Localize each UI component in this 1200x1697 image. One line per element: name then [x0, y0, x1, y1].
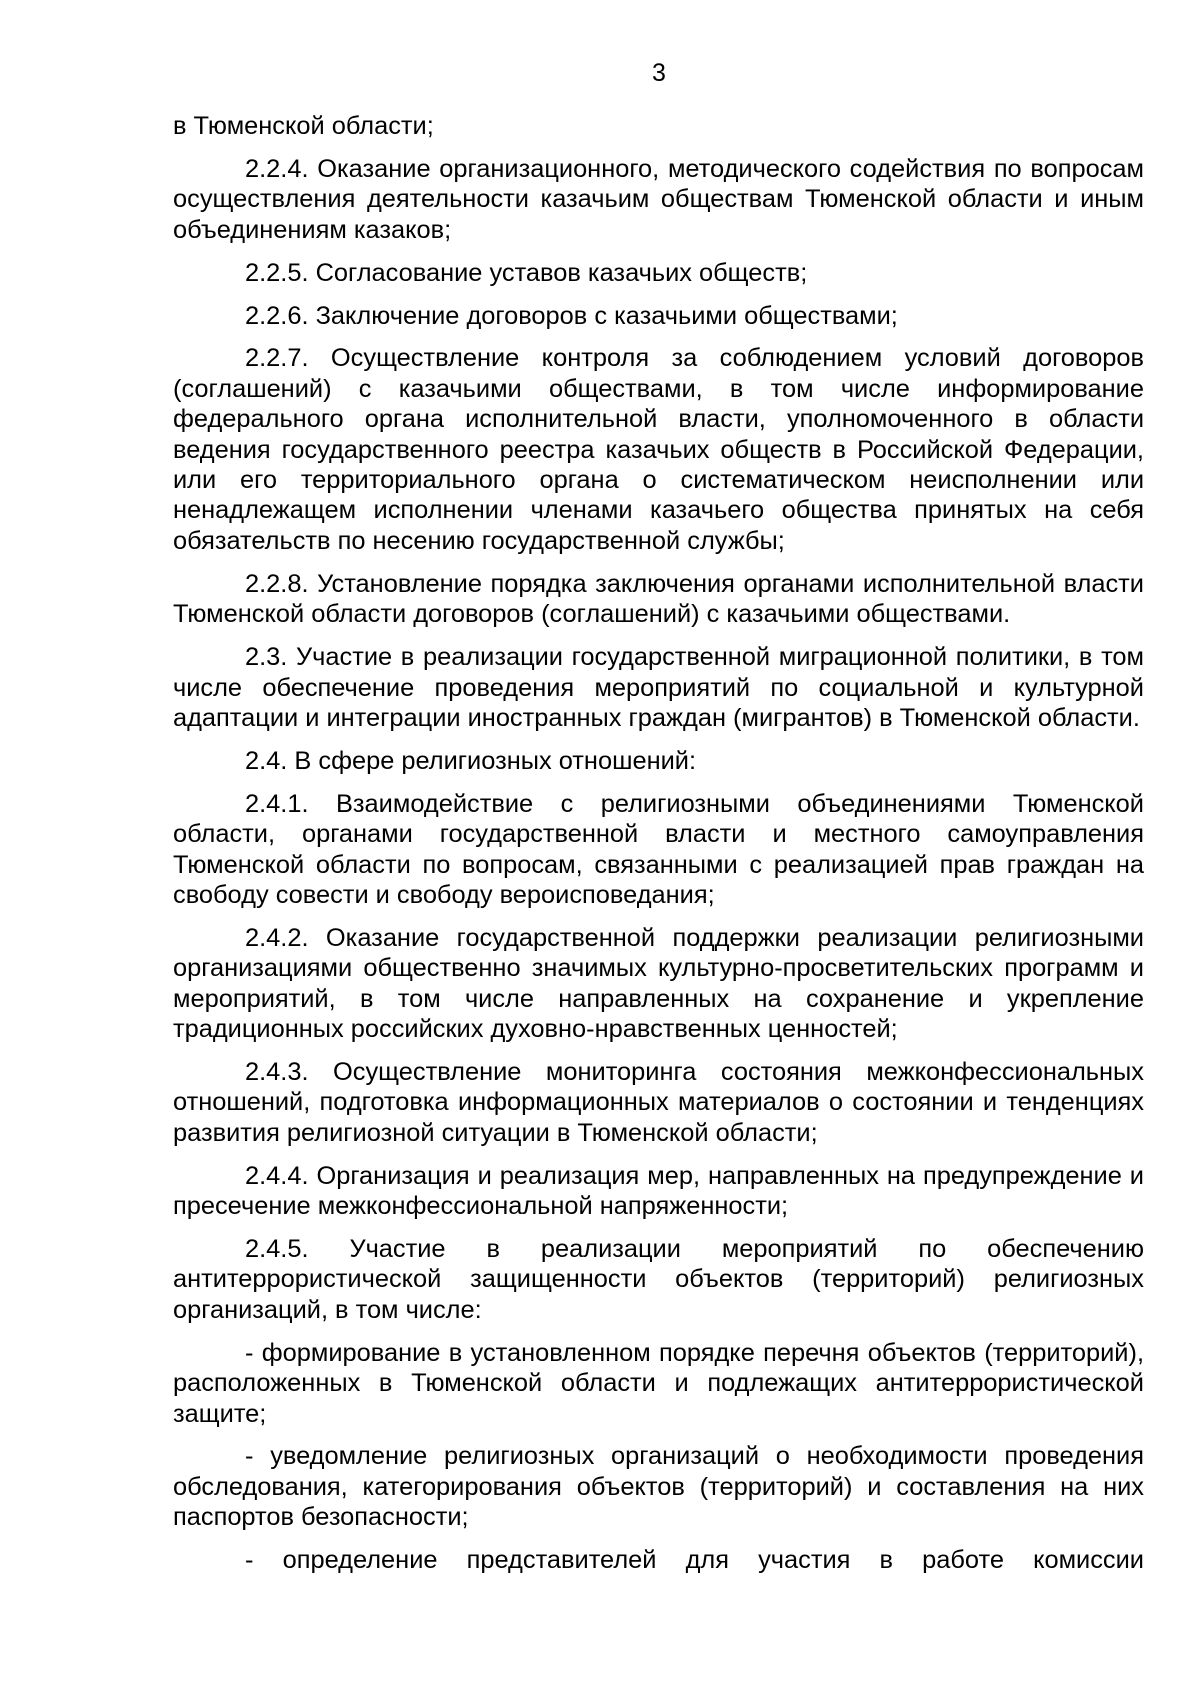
paragraph: 2.4.2. Оказание государственной поддержки реализации религиозными организациями общественно значимых культурно-просветительских программ и мероприятий, в том числе направленных на сохранение и укрепление традиционных российских духовно-нравственных ценностей;	[173, 923, 1144, 1044]
paragraph: в Тюменской области;	[173, 112, 434, 140]
paragraph: - определение представителей для участия в работе комиссии	[245, 1546, 1144, 1575]
paragraph: 2.2.6. Заключение договоров с казачьими обществами;	[245, 301, 898, 330]
paragraph: 2.3. Участие в реализации государственной миграционной политики, в том числе обеспечение проведения мероприятий по социальной и культурной адаптации и интеграции иностранных граждан (мигрантов) в Тюменской области.	[173, 643, 1144, 732]
paragraph: 2.4.5. Участие в реализации мероприятий по обеспечению антитеррористической защищенности объектов (территорий) религиозных организаций, в том числе:	[173, 1235, 1144, 1324]
paragraph: 2.4.1. Взаимодействие с религиозными объединениями Тюменской области, органами государственной власти и местного самоуправления Тюменской области по вопросам, связанными с реализацией прав граждан на свободу совести и свободу вероисповедания;	[173, 789, 1144, 909]
paragraph: - формирование в установленном порядке перечня объектов (территорий), расположенных в Тюменской области и подлежащих антитеррористической защите;	[173, 1338, 1144, 1428]
paragraph: 2.2.5. Согласование уставов казачьих обществ;	[245, 258, 808, 287]
document-body	[173, 111, 1144, 1576]
paragraph: 2.4. В сфере религиозных отношений:	[245, 746, 697, 775]
paragraph: 2.2.4. Оказание организационного, методического содействия по вопросам осуществления деятельности казачьим обществам Тюменской области и иным объединениям казаков;	[173, 154, 1144, 244]
paragraph: 2.4.3. Осуществление мониторинга состояния межконфессиональных отношений, подготовка информационных материалов о состоянии и тенденциях развития религиозной ситуации в Тюменской области;	[173, 1057, 1144, 1147]
paragraph: 2.4.4. Организация и реализация мер, направленных на предупреждение и пресечение межконфессиональной напряженности;	[173, 1161, 1144, 1221]
paragraph: - уведомление религиозных организаций о необходимости проведения обследования, категорирования объектов (территорий) и составления на них паспортов безопасности;	[173, 1442, 1144, 1532]
page-number: 3	[652, 59, 666, 87]
paragraph: 2.2.8. Установление порядка заключения органами исполнительной власти Тюменской области договоров (соглашений) с казачьими обществами.	[173, 569, 1144, 629]
paragraph: 2.2.7. Осуществление контроля за соблюдением условий договоров (соглашений) с казачьими обществами, в том числе информирование федерального органа исполнительной власти, уполномоченного в области ведения государственного реестра казачьих обществ в Российской Федерации, или его территориального органа о систематическом неисполнении или ненадлежащем исполнении членами казачьего общества принятых на себя обязательств по несению государственной службы;	[173, 344, 1144, 555]
